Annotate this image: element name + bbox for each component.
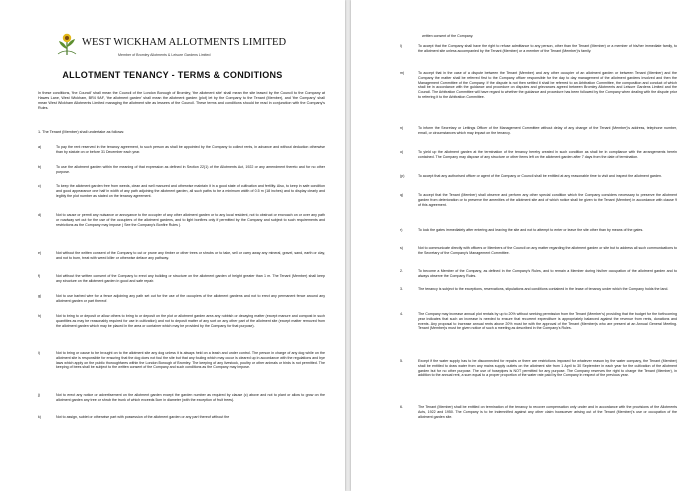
clause-item (400, 174, 677, 179)
clause-label: m) (400, 71, 405, 75)
clause-text: To accept that the Company shall have the right to refuse admittance to any person, other than the Tenant (Member) or a member of his/her immediate family, to the allotment site unless accompanied by the Tenant (Member) or a member of the Tenant (Member)'s family. (418, 44, 677, 53)
clause-text: The Company may increase annual plot rentals by up to 20% without seeking permission from the Tenant (Member's) providing that the budget for the forthcoming year indicates that such an increase is needed to ensure that recurrent expenditure is appropriately balanced against the revenue from rents, donations and events. Any proposal to increase annual rents above 20% must be with the approval of the Tenant (Member)s who are present at an Annual General Meeting. Tenant (Member)s must be given notice of such a meeting as described in the Company's Rules. (418, 312, 677, 331)
clause-label: r) (400, 228, 403, 232)
clause-text: Not without the written consent of the Company to erect any building or structure on the allotment garden of height greater than 1 m. The Tenant (Member) shall keep any structure on the allotment garden in good and safe repair. (56, 274, 325, 283)
clause-item (400, 150, 677, 160)
clause-text: Not to bring to or deposit or allow others to bring to or deposit on the plot or allotment garden area any rubbish or decaying matter (except manure and compost in such quantities as may be reasonably required for use in cultivation) and not to deposit matter of any sort on any other part of the allotment site (except matter removed from the allotment garden which may be placed in the area or container which may be provided by the Company for that purpose). (56, 314, 325, 328)
right-clause-list (351, 0, 696, 491)
clause-item (38, 274, 325, 284)
clause-item (38, 314, 325, 328)
clause-label: 3. (400, 287, 403, 291)
clause-item (400, 44, 677, 54)
clause-item (38, 415, 325, 420)
clause-text: To keep the allotment garden free from weeds, clean and well manured and otherwise maintain it in a good state of cultivation and fertility. Also, to keep in safe condition and good appearance one half in width of any path adjoining the allotment garden, all such paths to be a minimum width of 0.5 m (18 inches) and to display clearly and legibly the plot number as stated on the tenancy agreement. (56, 184, 325, 198)
clause-text: The tenancy is subject to the exceptions, reservations, stipulations and conditions contained in the lease of tenancy under which the Company holds the land. (418, 287, 669, 291)
clause-text: To accept that in the case of a dispute between the Tenant (Member) and any other occupier of an allotment garden or between Tenant (Member) and the Company the matter shall be referred first to the Company officer responsible for the day to day management of the allotment gardens involved and then the Management Committee of the Company. If the dispute is not then settled it shall be referred to an Arbitration Committee, the composition and conduct of which shall be in accordance with the guidance and procedure on disputes and grievances agreed between Bromley Allotments and Leisure Gardens Limited and the Council. The Arbitration Committee will have regard to whether the guidance and procedure has been followed by the Company when dealing with the dispute prior to referring it to the Arbitration Committee. (418, 71, 677, 99)
clause-label: f) (38, 274, 41, 278)
clause-text: To pay the rent reserved in the tenancy agreement, to such person as shall be appointed by the Company to collect rents, in advance and without deduction otherwise than by statute on or before 31 December each year. (56, 145, 325, 154)
document-page-right (351, 0, 696, 491)
clause-item (38, 351, 325, 370)
clause-label: 5. (400, 359, 403, 363)
clause-item (38, 213, 325, 227)
clause-text: Not to use barbed wire for a fence adjoining any path set out for the use of the occupiers of the allotment gardens and not to erect any permanent fence around any allotment garden or part thereof. (56, 294, 325, 303)
clause-text: Except if the water supply has to be disconnected for repairs or there are restrictions imposed for whatever reason by the water company, the Tenant (Member) shall be entitled to draw water from any mains supply outlets on the allotment site from 1 April to 30 September in each year for the cultivation of the allotment garden but for no other purpose. The use of hosepipes is NOT permitted for any purpose. The Company reserves the right to charge the Tenant (Member), in addition to the annual rent, a sum equal to a proper proportion of the water rate paid by the Company in respect of the previous year. (418, 359, 677, 378)
clause-label: l) (400, 44, 402, 48)
document-title: ALLOTMENT TENANCY - TERMS & CONDITIONS (62, 70, 283, 80)
left-clause-list (0, 0, 345, 491)
clause-item (400, 312, 677, 331)
clause-text: Not to assign, sublet or otherwise part with possession of the allotment garden or any part thereof without the (56, 415, 230, 419)
clause-item (38, 165, 325, 175)
clause-label: 4. (400, 312, 403, 316)
clause-item (400, 228, 677, 233)
clause-text: To inform the Secretary or Lettings Officer of the Management Committee without delay of any change of the Tenant (Member)'s address, telephone number, email, or circumstances which may impact on the tenancy. (418, 126, 677, 135)
clause-text: The Tenant (Member) shall be entitled on termination of the tenancy to recover compensation only under and in accordance with the provisions of the Allotments Acts, 1922 and 1950. The Company is to be indemnified against any other claim howsoever arising out of the Tenant (Member)'s use or occupation of the allotment garden site. (418, 405, 677, 419)
clause-item (400, 193, 677, 207)
clause-item (38, 294, 325, 304)
clause-item (400, 126, 677, 136)
clause-label: j) (38, 393, 40, 397)
clause-label: o) (400, 150, 404, 154)
clause-label: g) (38, 294, 42, 298)
clause-text: To become a Member of the Company, as defined in the Company's Rules, and to remain a Member during his/her occupation of the allotment garden and to always observe the Company Rules. (418, 269, 677, 278)
clause-text: Not to erect any notice or advertisement on the allotment garden except the garden number as required by clause (c) above and not to plant or allow to grow on the allotment garden any tree or shrub the trunk of which exceeds 5cm in diameter (with the exception of fruit trees). (56, 393, 325, 402)
clause-label: a) (38, 145, 42, 149)
clause-label: d) (38, 213, 42, 217)
clause-label: h) (38, 314, 42, 318)
clause-text: Not without the written consent of the Company to cut or prune any timber or other trees or shrubs or to take, sell or carry away any mineral, gravel, sand, earth or clay, and not to burn, treat with weed killer or otherwise deface any pathway. (56, 251, 325, 260)
clause-text: To accept that any authorised officer or agent of the Company or Council shall be entitled at any reasonable time to visit and inspect the allotment garden. (418, 174, 663, 178)
document-page-left (0, 0, 345, 491)
clause-label: b) (38, 165, 42, 169)
continuation-text: written consent of the Company. (422, 34, 474, 38)
clause-item (400, 405, 677, 419)
clause-text: Not to cause or permit any nuisance or annoyance to the occupier of any other allotment garden or to any local resident, not to obstruct or encroach on or over any path or roadway set out for the use of the occupiers of the allotment gardens, and to light bonfires only if permitted by the Company and subject to such requirements and restrictions as the Company may impose ( See the Company's Bonfire Rules ). (56, 213, 325, 227)
clause-item (400, 246, 677, 256)
clause-label: (p) (400, 174, 405, 178)
clause-item (38, 184, 325, 198)
clause-item (38, 251, 325, 261)
clause-label: 6. (400, 405, 403, 409)
clause-label: k) (38, 415, 41, 419)
clause-text: Not to bring or cause to be brought on to the allotment site any dog unless it is always held on a leash and under control. The person in charge of any dog while on the allotment site is responsible for ensuring that the dog does not foul the site but that any fouling which may occur is cleared up in accordance with the regulations and bye laws which apply on the public thoroughfares within the London Borough of Bromley. The keeping of any livestock, poultry or other animals or birds is not permitted. The keeping of bees shall be subject to the written consent of the Company and such conditions as the Company may impose. (56, 351, 325, 370)
clause-item (38, 145, 325, 155)
clause-label: e) (38, 251, 42, 255)
numbered-heading: 1. The Tenant (Member) shall undertake as follows: (38, 130, 125, 134)
clause-label: q) (400, 193, 404, 197)
intro-paragraph: In these conditions, 'the Council' shall mean the Council of the London Borough of Bromley, 'the allotment site' shall mean the site leased by the Council to the Company at Hawes Lane, West Wickham, BR4 9AF, 'the allotment garden' shall mean the allotment garden (plot) let by the Company to the Tenant (Member), and 'the Company' shall mean West Wickham Allotments Limited managing the allotment site as lessees of the Council. These terms and conditions should be read in conjunction with the Company's Rules. (38, 91, 325, 110)
clause-item (400, 287, 677, 292)
clause-label: n) (400, 126, 404, 130)
clause-text: To lock the gates immediately after entering and leaving the site and not to attempt to enter or leave the site other than by means of the gates. (418, 228, 644, 232)
clause-text: To accept that the Tenant (Member) shall observe and perform any other special condition which the Company considers necessary to preserve the allotment garden from deterioration or to preserve the amenities of the allotment site and of which notice shall be given to the Tenant (Member) in accordance with clause 9 of this agreement. (418, 193, 677, 207)
clause-label: 2. (400, 269, 403, 273)
clause-label: s) (400, 246, 403, 250)
company-name: WEST WICKHAM ALLOTMENTS LIMITED (82, 37, 287, 48)
membership-line: Member of Bromley Allotments & Leisure Gardens Limited (118, 53, 211, 57)
clause-label: c) (38, 184, 41, 188)
clause-item (38, 393, 325, 403)
clause-item (400, 71, 677, 100)
clause-item (400, 269, 677, 279)
clause-label: i) (38, 351, 40, 355)
clause-text: Not to communicate directly with officers or Members of the Council on any matter regarding the allotment garden or site but to address all such communications to the Secretary of the Company's Management Committee. (418, 246, 678, 255)
clause-item (400, 359, 677, 378)
clause-text: To yield up the allotment garden at the termination of the tenancy hereby created in such condition as shall be in compliance with the arrangements herein contained. The Company may dispose of any structure or other items left on the allotment garden after 7 days from the date of termination. (418, 150, 677, 159)
clause-text: To use the allotment garden within the meaning of that expression as defined in Section 22(1) of the Allotments Act, 1922 or any amendment thereto and for no other purpose. (56, 165, 325, 174)
